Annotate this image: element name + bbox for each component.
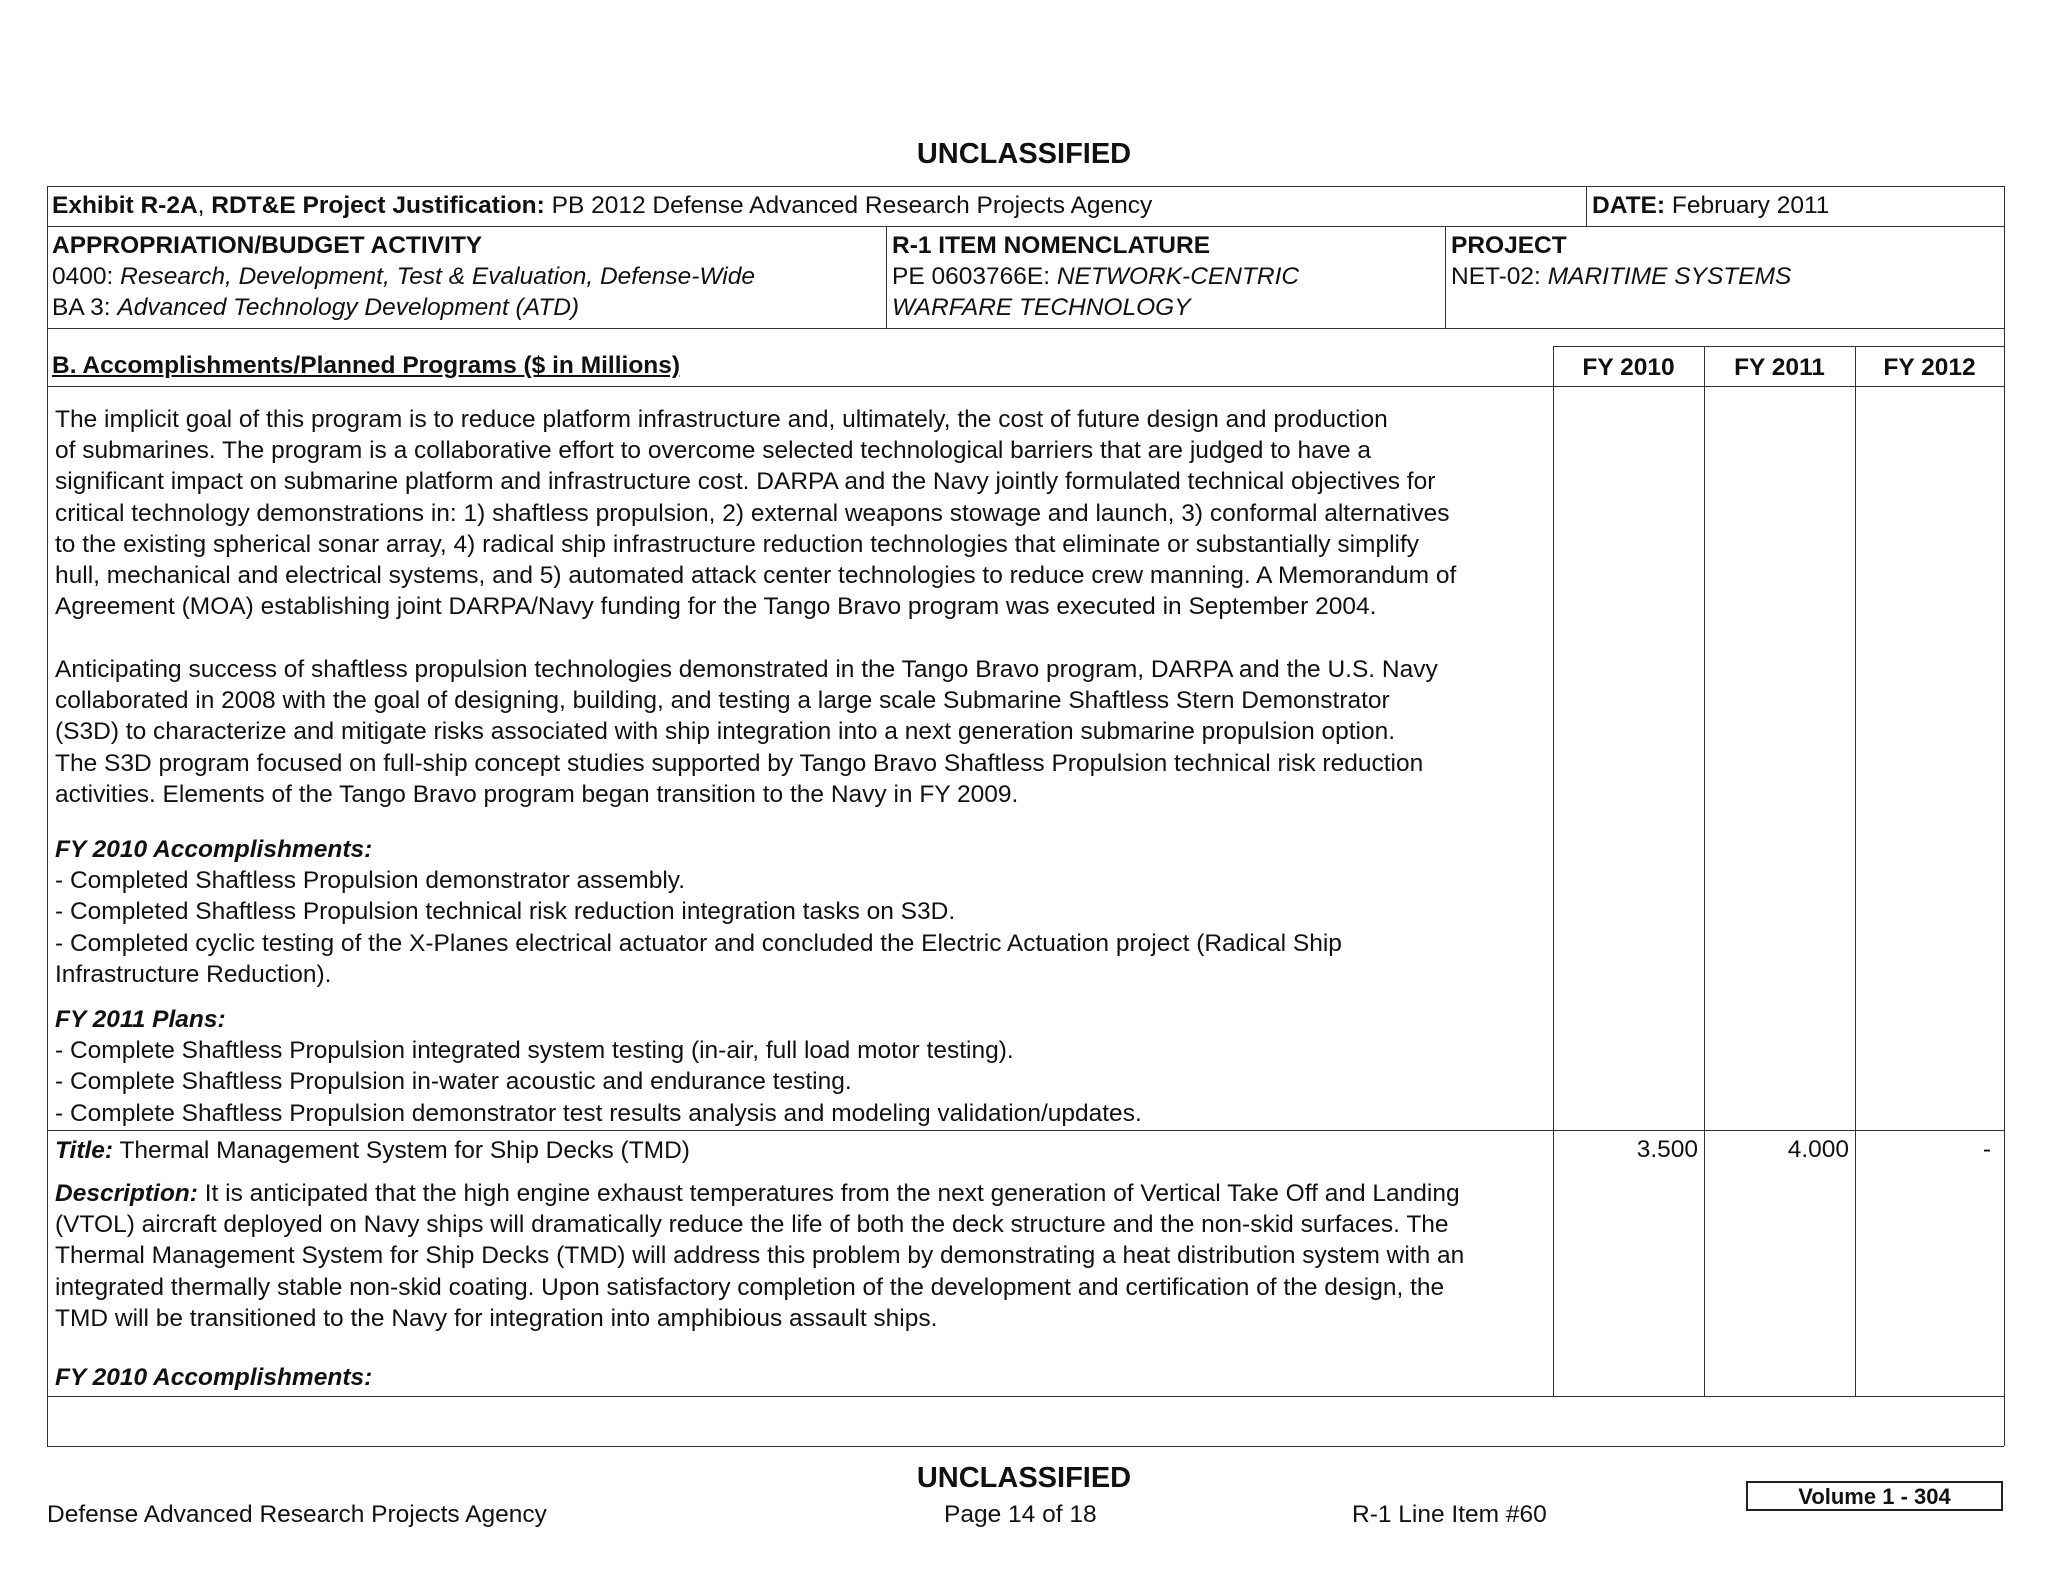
text-line: to the existing spherical sonar array, 4) radical ship infrastructure reduction technologies that eliminate or substantially simplify <box>55 530 1420 558</box>
table-divider-tmd <box>47 1130 2004 1131</box>
section-b-title: B. Accomplishments/Planned Programs ($ in Millions) <box>52 352 681 379</box>
classification-top: UNCLASSIFIED <box>916 138 1132 170</box>
text-line <box>55 1178 1464 1209</box>
table-divider-section <box>47 386 2004 387</box>
list-item: - Complete Shaftless Propulsion in-water acoustic and endurance testing. <box>55 1068 852 1096</box>
text-line: (VTOL) aircraft deployed on Navy ships will dramatically reduce the life of both the deck structure and the non-skid surfaces. The <box>55 1211 1449 1239</box>
fy2010-accomplishments <box>55 834 1342 990</box>
list-item: - Completed cyclic testing of the X-Planes electrical actuator and concluded the Electric Actuation project (Radical Ship <box>55 929 1342 957</box>
list-item: - Complete Shaftless Propulsion integrated system testing (in-air, full load motor testing). <box>55 1037 1014 1065</box>
table-border-right <box>2004 186 2005 1446</box>
text-line: hull, mechanical and electrical systems, and 5) automated attack center technologies to reduce crew manning. A Memorandum of <box>55 562 1457 590</box>
footer-page-number: Page 14 of 18 <box>944 1501 1097 1528</box>
project-code: NET-02: <box>1451 263 1548 290</box>
fy2011-column-header: FY 2011 <box>1734 354 1825 381</box>
project-label: PROJECT <box>1451 232 1567 259</box>
fy-col-divider-2 <box>1704 346 1705 1396</box>
table-border-top <box>47 186 2004 187</box>
table-divider-header <box>47 226 2004 227</box>
text-line: (S3D) to characterize and mitigate risks associated with ship integration into a next generation submarine propulsion option. <box>55 718 1396 746</box>
tmd-desc-label: Description: <box>55 1180 198 1207</box>
tmd-description <box>55 1178 1464 1334</box>
text-line: collaborated in 2008 with the goal of designing, building, and testing a large scale Submarine Shaftless Stern Demonstrator <box>55 687 1390 715</box>
justification-value: PB 2012 Defense Advanced Research Projects Agency <box>544 192 1153 219</box>
tmd-fy2010-value: 3.500 <box>1636 1136 1698 1163</box>
fy2011-plans <box>55 1004 1142 1129</box>
budget-activity-value <box>52 292 755 323</box>
text-line: significant impact on submarine platform and infrastructure cost. DARPA and the Navy jointly formulated technical objectives for <box>55 468 1436 496</box>
date-value: February 2011 <box>1665 192 1830 219</box>
justification-label: RDT&E Project Justification: <box>211 192 545 219</box>
classification-bottom: UNCLASSIFIED <box>916 1462 1132 1494</box>
appropriation-label: APPROPRIATION/BUDGET ACTIVITY <box>52 232 483 259</box>
approp-code: 0400: <box>52 263 121 290</box>
text-line: The implicit goal of this program is to reduce platform infrastructure and, ultimately, the cost of future design and production <box>55 406 1388 433</box>
text-line: Agreement (MOA) establishing joint DARPA/Navy funding for the Tango Bravo program was executed in September 2004. <box>55 593 1377 621</box>
list-item: Infrastructure Reduction). <box>55 960 332 988</box>
fy-col-divider-3 <box>1855 346 1856 1396</box>
ba-name: Advanced Technology Development (ATD) <box>117 294 580 321</box>
table-border-bottom <box>47 1446 2004 1447</box>
list-item: - Completed Shaftless Propulsion demonstrator assembly. <box>55 867 686 895</box>
tmd-fy2011-value: 4.000 <box>1787 1136 1849 1163</box>
tmd-title <box>55 1135 690 1166</box>
text-line: activities. Elements of the Tango Bravo program began transition to the Navy in FY 2009. <box>55 780 1019 808</box>
table-divider-info <box>47 328 2004 329</box>
table-divider-bottom <box>47 1396 2004 1397</box>
list-item: - Completed Shaftless Propulsion technical risk reduction integration tasks on S3D. <box>55 898 956 926</box>
fy2012-column-header: FY 2012 <box>1883 354 1976 381</box>
table-border-left <box>47 186 48 1446</box>
intro-paragraph-2 <box>55 654 1438 810</box>
tmd-title-value: Thermal Management System for Ship Decks (TMD) <box>113 1137 690 1164</box>
r1-nomenclature-cell <box>892 230 1299 323</box>
fy-col-divider-1 <box>1553 346 1554 1396</box>
r1-label: R-1 ITEM NOMENCLATURE <box>892 232 1211 259</box>
text-line: Anticipating success of shaftless propulsion technologies demonstrated in the Tango Bravo program, DARPA and the U.S. Navy <box>55 656 1438 683</box>
footer-line-item: R-1 Line Item #60 <box>1352 1501 1547 1528</box>
ba-code: BA 3: <box>52 294 118 321</box>
fy2010-heading: FY 2010 Accomplishments: <box>55 836 373 863</box>
info-divider-1 <box>886 226 887 328</box>
project-cell <box>1451 230 1791 292</box>
list-item: - Complete Shaftless Propulsion demonstrator test results analysis and modeling validation/updates. <box>55 1099 1142 1127</box>
approp-name: Research, Development, Test & Evaluation, Defense-Wide <box>120 263 755 290</box>
pe-code: PE 0603766E: <box>892 263 1057 290</box>
fy-header-top <box>1553 346 2004 347</box>
text-line: critical technology demonstrations in: 1) shaftless propulsion, 2) external weapons stowage and launch, 3) conformal alternatives <box>55 499 1450 527</box>
text-line: of submarines. The program is a collaborative effort to overcome selected technological barriers that are judged to have a <box>55 437 1372 465</box>
project-value <box>1451 261 1791 292</box>
text-line: TMD will be transitioned to the Navy for integration into amphibious assault ships. <box>55 1304 938 1332</box>
appropriation-cell <box>52 230 755 323</box>
text-line: The S3D program focused on full-ship concept studies supported by Tango Bravo Shaftless Propulsion technical risk reduction <box>55 749 1424 777</box>
footer-agency: Defense Advanced Research Projects Agency <box>47 1501 547 1528</box>
text-line: Thermal Management System for Ship Decks (TMD) will address this problem by demonstrating a heat distribution system with an <box>55 1242 1465 1270</box>
fy2011-heading: FY 2011 Plans: <box>55 1006 226 1033</box>
exhibit-header <box>52 190 1152 221</box>
tmd-fy2012-value: - <box>1982 1136 1991 1163</box>
exhibit-label: Exhibit R-2A <box>52 192 198 219</box>
footer-volume-box: Volume 1 - 304 <box>1746 1481 2003 1511</box>
exhibit-sep: , <box>197 192 212 219</box>
tmd-title-label: Title: <box>55 1137 114 1164</box>
appropriation-value <box>52 261 755 292</box>
info-divider-2 <box>1445 226 1446 328</box>
intro-paragraph-1 <box>55 404 1456 622</box>
fy2010-column-header: FY 2010 <box>1582 354 1675 381</box>
tmd-desc-line: It is anticipated that the high engine exhaust temperatures from the next generation of Vertical Take Off and Landing <box>197 1180 1460 1207</box>
text-line: integrated thermally stable non-skid coating. Upon satisfactory completion of the development and certification of the design, the <box>55 1273 1445 1301</box>
pe-name-2: WARFARE TECHNOLOGY <box>892 294 1191 321</box>
pe-value <box>892 261 1299 292</box>
pe-name-1: NETWORK-CENTRIC <box>1056 263 1300 290</box>
date-field <box>1592 190 1829 221</box>
date-divider <box>1586 186 1587 226</box>
project-name: MARITIME SYSTEMS <box>1547 263 1792 290</box>
tmd-fy2010-heading: FY 2010 Accomplishments: <box>55 1364 373 1391</box>
date-label: DATE: <box>1592 192 1666 219</box>
